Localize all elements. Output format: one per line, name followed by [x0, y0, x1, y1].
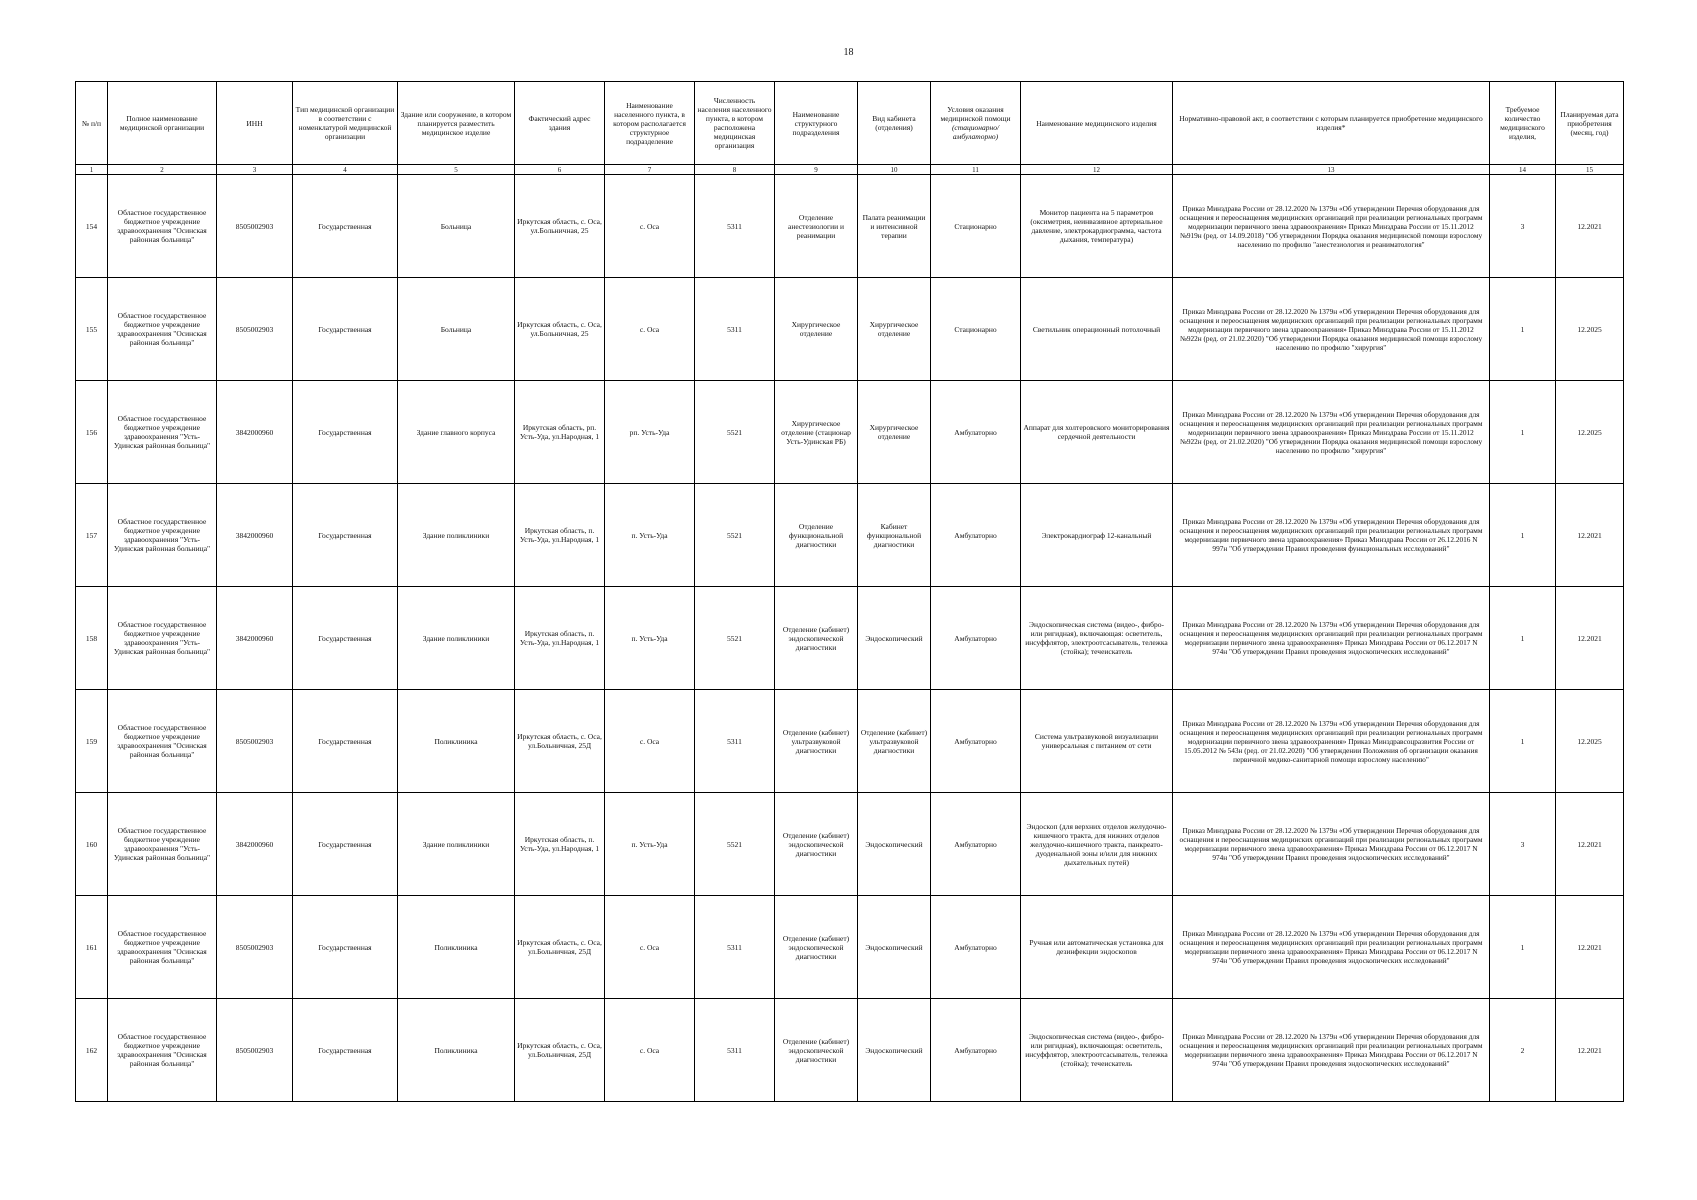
column-numbers-row	[76, 165, 1624, 175]
cell-conditions: Стационарно	[931, 175, 1021, 278]
cell-unit: Отделение (кабинет) эндоскопической диагностики	[775, 793, 858, 896]
cell-address: Иркутская область, п. Усть-Уда, ул.Народная, 1	[515, 484, 605, 587]
cell-address: Иркутская область, с. Оса, ул.Больничная, 25Д	[515, 690, 605, 793]
cell-org: Областное государственное бюджетное учреждение здравоохранения "Осинская районная больница"	[108, 278, 217, 381]
cell-settlement: с. Оса	[605, 999, 695, 1102]
cell-date: 12.2025	[1556, 690, 1624, 793]
cell-org: Областное государственное бюджетное учреждение здравоохранения "Осинская районная больница"	[108, 175, 217, 278]
column-number: 11	[931, 165, 1021, 175]
cell-cabinet: Отделение (кабинет) ультразвуковой диагностики	[858, 690, 931, 793]
cell-device: Эндоскопическая система (видео-, фибро- или ригидная), включающая: осветитель, инсуффлятор, электроотсасыватель, тележка (стойка); течеискатель	[1021, 999, 1173, 1102]
cell-org: Областное государственное бюджетное учреждение здравоохранения "Усть-Удинская районная больница"	[108, 587, 217, 690]
column-number: 13	[1173, 165, 1490, 175]
cell-conditions: Стационарно	[931, 278, 1021, 381]
table-row	[76, 690, 1624, 793]
column-number: 3	[217, 165, 293, 175]
cell-settlement: с. Оса	[605, 278, 695, 381]
cell-inn: 8505002903	[217, 999, 293, 1102]
cell-settlement: рп. Усть-Уда	[605, 381, 695, 484]
cell-conditions: Амбулаторно	[931, 896, 1021, 999]
cell-date: 12.2025	[1556, 381, 1624, 484]
cell-population: 5311	[695, 690, 775, 793]
cell-population: 5311	[695, 896, 775, 999]
cell-type: Государственная	[293, 278, 398, 381]
cell-population: 5311	[695, 999, 775, 1102]
cell-population: 5311	[695, 175, 775, 278]
cell-population: 5521	[695, 587, 775, 690]
cell-num: 155	[76, 278, 108, 381]
cell-conditions: Амбулаторно	[931, 999, 1021, 1102]
cell-cabinet: Эндоскопический	[858, 587, 931, 690]
cell-population: 5521	[695, 793, 775, 896]
cell-unit: Отделение (кабинет) эндоскопической диагностики	[775, 896, 858, 999]
cell-law: Приказ Минздрава России от 28.12.2020 № 1379н «Об утверждении Перечня оборудования для оснащения и переоснащения медицинских организаций при реализации региональных программ модернизации первичного звена здравоохранения» Приказ Минздрава России от 15.11.2012 №922н (ред. от 21.02.2020) "Об утверждении Порядка оказания медицинской помощи взрослому населению по профилю "хирургия"	[1173, 381, 1490, 484]
cell-law: Приказ Минздрава России от 28.12.2020 № 1379н «Об утверждении Перечня оборудования для оснащения и переоснащения медицинских организаций при реализации региональных программ модернизации первичного звена здравоохранения» Приказ Минздрава России от 15.11.2012 №919н (ред. от 14.09.2018) "Об утверждении Порядка оказания медицинской помощи взрослому населению по профилю "анестезиология и реаниматология"	[1173, 175, 1490, 278]
cell-org: Областное государственное бюджетное учреждение здравоохранения "Осинская районная больница"	[108, 896, 217, 999]
equipment-table	[75, 81, 1624, 1102]
cell-settlement: с. Оса	[605, 175, 695, 278]
cell-qty: 1	[1490, 690, 1556, 793]
cell-qty: 1	[1490, 896, 1556, 999]
cell-org: Областное государственное бюджетное учреждение здравоохранения "Усть-Удинская районная больница"	[108, 484, 217, 587]
cell-type: Государственная	[293, 896, 398, 999]
cell-building: Здание поликлиники	[398, 484, 515, 587]
cell-inn: 3842000960	[217, 484, 293, 587]
cell-qty: 3	[1490, 793, 1556, 896]
cell-address: Иркутская область, с. Оса, ул.Больничная, 25Д	[515, 999, 605, 1102]
column-number: 2	[108, 165, 217, 175]
cell-qty: 2	[1490, 999, 1556, 1102]
cell-num: 156	[76, 381, 108, 484]
table-row	[76, 999, 1624, 1102]
header-inn: ИНН	[217, 82, 293, 165]
cell-device: Ручная или автоматическая установка для дезинфекции эндоскопов	[1021, 896, 1173, 999]
cell-building: Поликлиника	[398, 896, 515, 999]
cell-device: Электрокардиограф 12-канальный	[1021, 484, 1173, 587]
header-device: Наименование медицинского изделия	[1021, 82, 1173, 165]
header-conditions-note: (стационарно/амбулаторно)	[951, 123, 1000, 141]
column-number: 6	[515, 165, 605, 175]
cell-law: Приказ Минздрава России от 28.12.2020 № 1379н «Об утверждении Перечня оборудования для оснащения и переоснащения медицинских организаций при реализации региональных программ модернизации первичного звена здравоохранения» Приказ Минздрава России от 06.12.2017 N 974н "Об утверждении Правил проведения эндоскопических исследований"	[1173, 587, 1490, 690]
table-row	[76, 484, 1624, 587]
cell-address: Иркутская область, с. Оса, ул.Больничная, 25	[515, 278, 605, 381]
cell-qty: 1	[1490, 278, 1556, 381]
cell-conditions: Амбулаторно	[931, 484, 1021, 587]
cell-inn: 8505002903	[217, 175, 293, 278]
cell-population: 5521	[695, 484, 775, 587]
cell-settlement: п. Усть-Уда	[605, 484, 695, 587]
cell-org: Областное государственное бюджетное учреждение здравоохранения "Усть-Удинская районная больница"	[108, 793, 217, 896]
cell-building: Больница	[398, 278, 515, 381]
cell-inn: 3842000960	[217, 793, 293, 896]
table-row	[76, 381, 1624, 484]
table-row	[76, 896, 1624, 999]
header-cabinet: Вид кабинета (отделения)	[858, 82, 931, 165]
column-number: 10	[858, 165, 931, 175]
header-population: Численность населения населенного пункта, в котором расположена медицинская организация	[695, 82, 775, 165]
cell-conditions: Амбулаторно	[931, 587, 1021, 690]
cell-address: Иркутская область, рп. Усть-Уда, ул.Народная, 1	[515, 381, 605, 484]
cell-device: Эндоскопическая система (видео-, фибро- или ригидная), включающая: осветитель, инсуффлятор, электроотсасыватель, тележка (стойка); течеискатель	[1021, 587, 1173, 690]
column-number: 9	[775, 165, 858, 175]
cell-unit: Отделение (кабинет) эндоскопической диагностики	[775, 587, 858, 690]
cell-building: Поликлиника	[398, 690, 515, 793]
column-number: 8	[695, 165, 775, 175]
cell-date: 12.2021	[1556, 484, 1624, 587]
cell-device: Система ультразвуковой визуализации универсальная с питанием от сети	[1021, 690, 1173, 793]
cell-inn: 8505002903	[217, 896, 293, 999]
cell-type: Государственная	[293, 587, 398, 690]
page-number: 18	[843, 47, 854, 58]
cell-type: Государственная	[293, 175, 398, 278]
cell-cabinet: Эндоскопический	[858, 793, 931, 896]
cell-settlement: с. Оса	[605, 896, 695, 999]
cell-date: 12.2025	[1556, 278, 1624, 381]
cell-building: Здание поликлиники	[398, 793, 515, 896]
cell-unit: Хирургическое отделение	[775, 278, 858, 381]
cell-cabinet: Эндоскопический	[858, 999, 931, 1102]
cell-unit: Отделение анестезиологии и реанимации	[775, 175, 858, 278]
table-row	[76, 793, 1624, 896]
cell-unit: Отделение (кабинет) ультразвуковой диагностики	[775, 690, 858, 793]
cell-type: Государственная	[293, 484, 398, 587]
cell-address: Иркутская область, с. Оса, ул.Больничная, 25Д	[515, 896, 605, 999]
cell-num: 162	[76, 999, 108, 1102]
cell-date: 12.2021	[1556, 175, 1624, 278]
cell-law: Приказ Минздрава России от 28.12.2020 № 1379н «Об утверждении Перечня оборудования для оснащения и переоснащения медицинских организаций при реализации региональных программ модернизации первичного звена здравоохранения» Приказ Минздрава России от 26.12.2016 N 997н "Об утверждении Правил проведения функциональных исследований"	[1173, 484, 1490, 587]
column-number: 15	[1556, 165, 1624, 175]
cell-num: 161	[76, 896, 108, 999]
cell-address: Иркутская область, с. Оса, ул.Больничная, 25	[515, 175, 605, 278]
cell-law: Приказ Минздрава России от 28.12.2020 № 1379н «Об утверждении Перечня оборудования для оснащения и переоснащения медицинских организаций при реализации региональных программ модернизации первичного звена здравоохранения» Приказ Минздрава России от 15.11.2012 №922н (ред. от 21.02.2020) "Об утверждении Порядка оказания медицинской помощи взрослому населению по профилю "хирургия"	[1173, 278, 1490, 381]
header-num: № п/п	[76, 82, 108, 165]
header-date: Планируемая дата приобретения (месяц, год)	[1556, 82, 1624, 165]
cell-unit: Хирургическое отделение (стационар Усть-Удинская РБ)	[775, 381, 858, 484]
cell-type: Государственная	[293, 793, 398, 896]
cell-law: Приказ Минздрава России от 28.12.2020 № 1379н «Об утверждении Перечня оборудования для оснащения и переоснащения медицинских организаций при реализации региональных программ модернизации первичного звена здравоохранения» Приказ Минздравсоцразвития России от 15.05.2012 № 543н (ред. от 21.02.2020) "Об утверждении Положения об организации оказания первичной медико-санитарной помощи взрослому населению"	[1173, 690, 1490, 793]
cell-device: Аппарат для холтеровского мониторирования сердечной деятельности	[1021, 381, 1173, 484]
cell-building: Больница	[398, 175, 515, 278]
cell-law: Приказ Минздрава России от 28.12.2020 № 1379н «Об утверждении Перечня оборудования для оснащения и переоснащения медицинских организаций при реализации региональных программ модернизации первичного звена здравоохранения» Приказ Минздрава России от 06.12.2017 N 974н "Об утверждении Правил проведения эндоскопических исследований"	[1173, 896, 1490, 999]
cell-population: 5311	[695, 278, 775, 381]
cell-inn: 8505002903	[217, 278, 293, 381]
cell-building: Здание главного корпуса	[398, 381, 515, 484]
header-qty: Требуемое количество медицинского изделия,	[1490, 82, 1556, 165]
cell-address: Иркутская область, п. Усть-Уда, ул.Народная, 1	[515, 587, 605, 690]
header-conditions-main: Условия оказания медицинской помощи	[940, 105, 1011, 123]
header-org: Полное наименование медицинской организации	[108, 82, 217, 165]
cell-settlement: с. Оса	[605, 690, 695, 793]
cell-conditions: Амбулаторно	[931, 793, 1021, 896]
cell-unit: Отделение (кабинет) эндоскопической диагностики	[775, 999, 858, 1102]
cell-org: Областное государственное бюджетное учреждение здравоохранения "Осинская районная больница"	[108, 690, 217, 793]
header-settlement: Наименование населенного пункта, в котором располагается структурное подразделение	[605, 82, 695, 165]
cell-cabinet: Хирургическое отделение	[858, 381, 931, 484]
cell-qty: 1	[1490, 484, 1556, 587]
cell-conditions: Амбулаторно	[931, 381, 1021, 484]
column-number: 1	[76, 165, 108, 175]
column-number: 4	[293, 165, 398, 175]
table-header-row	[76, 82, 1624, 165]
header-conditions	[931, 82, 1021, 165]
cell-qty: 1	[1490, 381, 1556, 484]
cell-device: Монитор пациента на 5 параметров (оксиметрия, неинвазивное артериальное давление, электрокардиограмма, частота дыхания, температура)	[1021, 175, 1173, 278]
cell-inn: 8505002903	[217, 690, 293, 793]
column-number: 12	[1021, 165, 1173, 175]
cell-num: 159	[76, 690, 108, 793]
cell-settlement: п. Усть-Уда	[605, 793, 695, 896]
cell-type: Государственная	[293, 381, 398, 484]
cell-address: Иркутская область, п. Усть-Уда, ул.Народная, 1	[515, 793, 605, 896]
cell-building: Поликлиника	[398, 999, 515, 1102]
cell-unit: Отделение функциональной диагностики	[775, 484, 858, 587]
cell-type: Государственная	[293, 999, 398, 1102]
cell-cabinet: Кабинет функциональной диагностики	[858, 484, 931, 587]
table-row	[76, 587, 1624, 690]
table-row	[76, 175, 1624, 278]
header-address: Фактический адрес здания	[515, 82, 605, 165]
header-type: Тип медицинской организации в соответствии с номенклатурой медицинской организации	[293, 82, 398, 165]
cell-date: 12.2021	[1556, 587, 1624, 690]
column-number: 7	[605, 165, 695, 175]
header-building: Здание или сооружение, в котором планируется разместить медицинское изделие	[398, 82, 515, 165]
cell-date: 12.2021	[1556, 793, 1624, 896]
table-row	[76, 278, 1624, 381]
cell-qty: 3	[1490, 175, 1556, 278]
header-unit: Наименование структурного подразделения	[775, 82, 858, 165]
column-number: 5	[398, 165, 515, 175]
cell-inn: 3842000960	[217, 381, 293, 484]
cell-building: Здание поликлиники	[398, 587, 515, 690]
cell-law: Приказ Минздрава России от 28.12.2020 № 1379н «Об утверждении Перечня оборудования для оснащения и переоснащения медицинских организаций при реализации региональных программ модернизации первичного звена здравоохранения» Приказ Минздрава России от 06.12.2017 N 974н "Об утверждении Правил проведения эндоскопических исследований"	[1173, 793, 1490, 896]
cell-law: Приказ Минздрава России от 28.12.2020 № 1379н «Об утверждении Перечня оборудования для оснащения и переоснащения медицинских организаций при реализации региональных программ модернизации первичного звена здравоохранения» Приказ Минздрава России от 06.12.2017 N 974н "Об утверждении Правил проведения эндоскопических исследований"	[1173, 999, 1490, 1102]
cell-num: 158	[76, 587, 108, 690]
cell-qty: 1	[1490, 587, 1556, 690]
cell-num: 154	[76, 175, 108, 278]
cell-num: 157	[76, 484, 108, 587]
cell-date: 12.2021	[1556, 896, 1624, 999]
cell-device: Светильник операционный потолочный	[1021, 278, 1173, 381]
cell-inn: 3842000960	[217, 587, 293, 690]
cell-device: Эндоскоп (для верхних отделов желудочно-кишечного тракта, для нижних отделов желудочно-кишечного тракта, панкреато-дуоденальной зоны и/или для нижних дыхательных путей)	[1021, 793, 1173, 896]
column-number: 14	[1490, 165, 1556, 175]
cell-date: 12.2021	[1556, 999, 1624, 1102]
cell-cabinet: Хирургическое отделение	[858, 278, 931, 381]
cell-type: Государственная	[293, 690, 398, 793]
cell-conditions: Амбулаторно	[931, 690, 1021, 793]
cell-settlement: п. Усть-Уда	[605, 587, 695, 690]
cell-population: 5521	[695, 381, 775, 484]
cell-org: Областное государственное бюджетное учреждение здравоохранения "Осинская районная больница"	[108, 999, 217, 1102]
cell-org: Областное государственное бюджетное учреждение здравоохранения "Усть-Удинская районная больница"	[108, 381, 217, 484]
cell-num: 160	[76, 793, 108, 896]
cell-cabinet: Палата реанимации и интенсивной терапии	[858, 175, 931, 278]
header-law: Нормативно-правовой акт, в соответствии с которым планируется приобретение медицинского изделия*	[1173, 82, 1490, 165]
cell-cabinet: Эндоскопический	[858, 896, 931, 999]
